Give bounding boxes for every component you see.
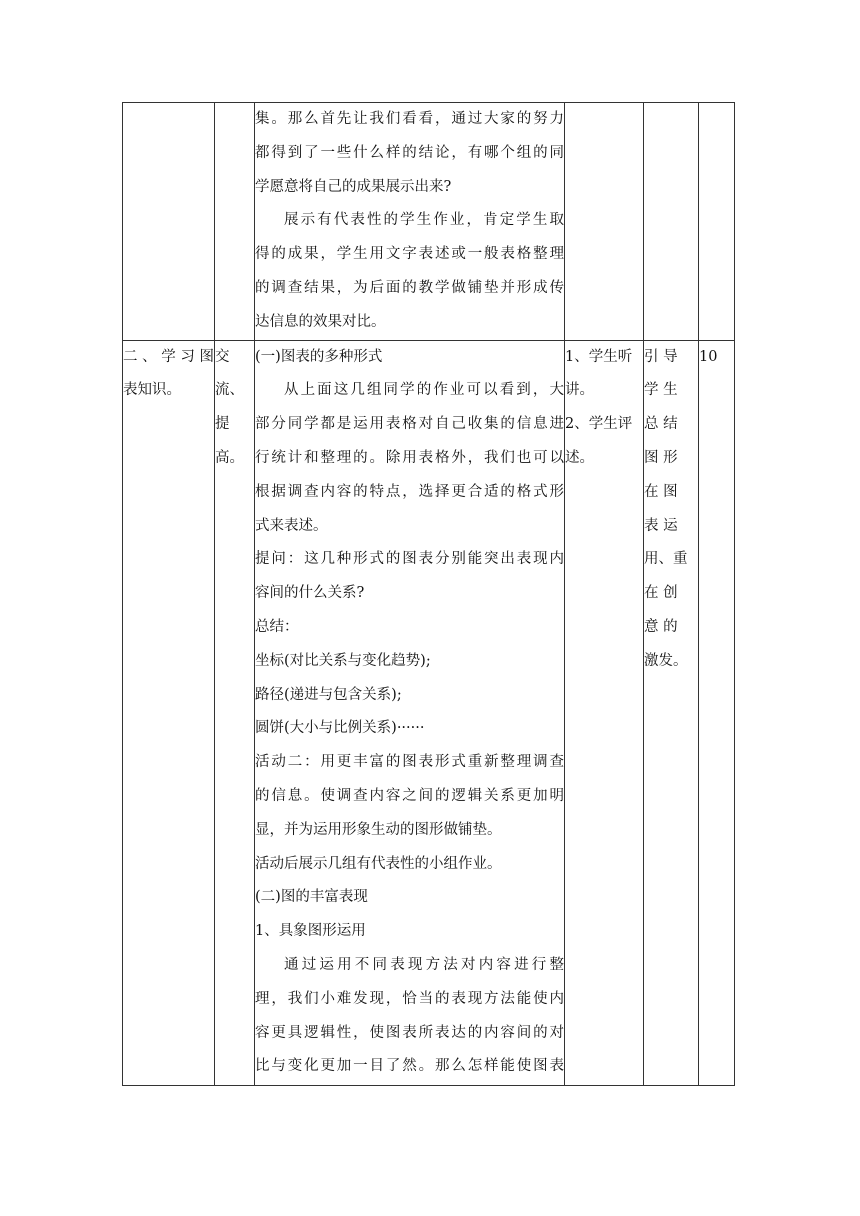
content-line: 路径(递进与包含关系);	[255, 686, 402, 703]
lesson-plan-table	[122, 102, 735, 1086]
content-line: 从上面这几组同学的作业可以看到，大	[284, 382, 564, 399]
intent-line: 在 创	[644, 585, 678, 602]
content-line: 总结：	[255, 618, 299, 635]
student-line: 1、学生听	[565, 348, 633, 365]
content-line: 的调查结果，为后面的教学做铺垫并形成传	[255, 279, 564, 296]
time-cell	[699, 340, 735, 1085]
content-line: 部分同学都是运用表格对自己收集的信息进	[255, 416, 564, 433]
method-line: 提	[215, 416, 230, 433]
table-row-continuation	[123, 103, 735, 341]
section-heading: (二)图的丰富表现	[255, 889, 368, 906]
content-line: 都得到了一些什么样的结论，有哪个组的同	[255, 144, 564, 161]
content-line: 提问：这几种形式的图表分别能突出表现内	[255, 551, 564, 568]
content-line: 展示有代表性的学生作业，肯定学生取	[284, 212, 564, 229]
minutes-value: 10	[699, 348, 718, 365]
content-line: 容间的什么关系?	[255, 585, 365, 602]
time-cell	[699, 103, 735, 341]
method-line: 交	[215, 348, 230, 365]
stage-line: 二、学习图	[123, 348, 214, 365]
content-cell	[255, 103, 565, 341]
content-line: 学愿意将自己的成果展示出来?	[255, 178, 452, 195]
content-line: 集。那么首先让我们看看，通过大家的努力	[255, 111, 564, 127]
table-row-learning-chart-knowledge	[123, 340, 735, 1085]
content-line: 比与变化更加一目了然。那么怎样能使图表	[255, 1058, 564, 1075]
student-activity-cell	[565, 103, 644, 341]
design-intent-cell	[644, 340, 699, 1085]
student-line: 述。	[565, 449, 594, 466]
content-line: 行统计和整理的。除用表格外，我们也可以	[255, 449, 564, 466]
student-line: 讲。	[565, 382, 594, 399]
content-line: 根据调查内容的特点，选择更合适的格式形	[255, 483, 564, 500]
intent-line: 图 形	[644, 449, 678, 466]
method-cell	[215, 103, 255, 341]
stage-cell	[123, 340, 215, 1085]
content-line: 式来表述。	[255, 517, 328, 534]
content-line: 活动二：用更丰富的图表形式重新整理调查	[255, 754, 564, 771]
design-intent-cell	[644, 103, 699, 341]
intent-line: 总 结	[644, 416, 678, 433]
subsection-heading: 1、具象图形运用	[255, 923, 366, 940]
content-line: 的信息。使调查内容之间的逻辑关系更加明	[255, 787, 564, 804]
intent-line: 在 图	[644, 483, 678, 500]
method-line: 高。	[215, 449, 244, 466]
intent-line: 引 导	[644, 348, 678, 365]
stage-cell	[123, 103, 215, 341]
method-cell	[215, 340, 255, 1085]
stage-line: 表知识。	[123, 382, 181, 399]
content-line: 显，并为运用形象生动的图形做铺垫。	[255, 821, 502, 838]
method-line: 流、	[215, 382, 244, 399]
intent-line: 表 运	[644, 517, 678, 534]
intent-line: 激发。	[644, 652, 688, 669]
content-line: 坐标(对比关系与变化趋势);	[255, 652, 431, 669]
student-line: 2、学生评	[565, 416, 633, 433]
content-line: 活动后展示几组有代表性的小组作业。	[255, 855, 502, 872]
content-line: 通过运用不同表现方法对内容进行整	[284, 956, 564, 973]
student-activity-cell	[565, 340, 644, 1085]
content-line: 圆饼(大小与比例关系)······	[255, 720, 425, 737]
content-cell	[255, 340, 565, 1085]
content-line: 理，我们小难发现，恰当的表现方法能使内	[255, 990, 564, 1007]
section-heading: (一)图表的多种形式	[255, 348, 383, 365]
intent-line: 学 生	[644, 382, 678, 399]
content-line: 容更具逻辑性，使图表所表达的内容间的对	[255, 1024, 564, 1041]
content-line: 得的成果，学生用文字表述或一般表格整理	[255, 246, 564, 263]
intent-line: 意 的	[644, 618, 678, 635]
content-line: 达信息的效果对比。	[255, 313, 386, 330]
intent-line: 用、重	[644, 551, 688, 568]
